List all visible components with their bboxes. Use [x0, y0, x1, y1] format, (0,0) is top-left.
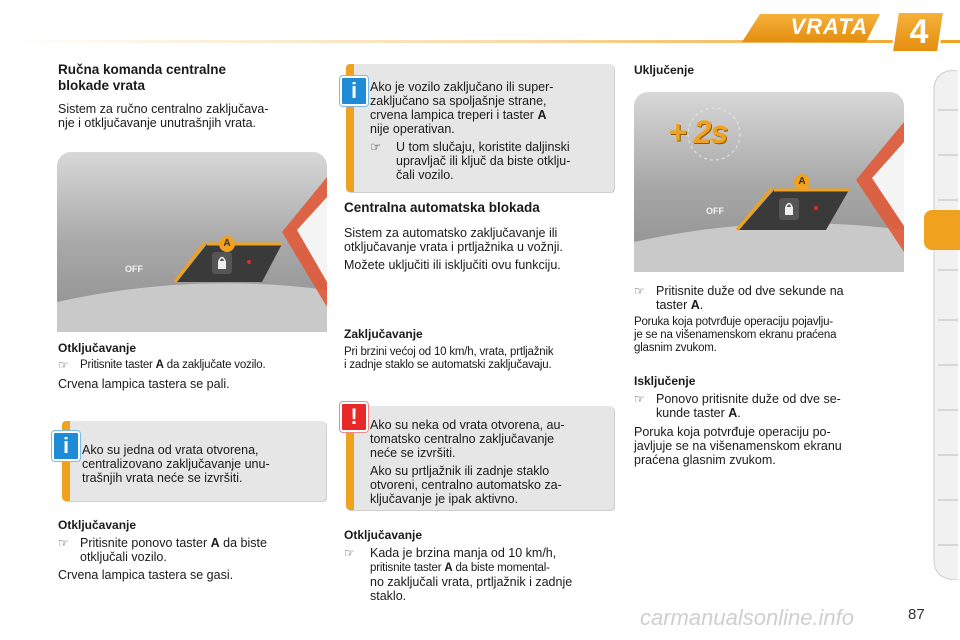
section-heading-manual: Ručna komanda centralne: [58, 62, 227, 77]
off-label: OFF: [706, 206, 724, 216]
pointer-hand-icon: ☞: [634, 392, 645, 406]
watermark: carmanualsonline.info: [640, 605, 855, 630]
subheading-enable: Uključenje: [634, 63, 695, 77]
off-label: OFF: [125, 264, 143, 274]
bullet-lock: ☞ Pritisnite taster A da zaključate vozilo.: [58, 358, 266, 372]
info-box-superlocked: Ako je vozilo zaključano ili super- zaključano sa spoljašnje strane, crvena lampica treperi i taster A nije operativan. ☞ U tom slučaju, koristite daljinski upravljač ili ključ da biste otklju- čali vozilo.: [346, 64, 614, 192]
chapter-tabs: [928, 70, 960, 580]
central-locking-panel-illustration: [57, 152, 327, 332]
subheading-auto-unlock: Otključavanje: [344, 528, 423, 542]
bullet-unlock: ☞ Pritisnite ponovo taster A da biste otključali vozilo.: [58, 536, 267, 564]
enable-note: Poruka koja potvrđuje operaciju pojavlju- je se na višenamenskom ekranu praćena glasnim zvukom.: [634, 316, 837, 354]
pointer-hand-icon: ☞: [344, 546, 355, 560]
bullet-disable: ☞ Ponovo pritisnite duže od dve se- kunde taster A.: [634, 392, 841, 420]
button-a-label: A: [219, 236, 235, 252]
pointer-hand-icon: ☞: [634, 284, 645, 298]
section-heading-automatic: Centralna automatska blokada: [344, 200, 540, 215]
auto-lock-text: Pri brzini većoj od 10 km/h, vrata, prtljažnik i zadnje staklo se automatski zaključavaju.: [344, 346, 554, 371]
subheading-lock: Otključavanje: [58, 341, 137, 355]
bullet-auto-unlock: ☞ Kada je brzina manja od 10 km/h, pritisnite taster A da biste momental- no zaključali vrata, prtljažnik i zadnje staklo.: [344, 546, 573, 603]
active-chapter-tab[interactable]: [924, 210, 960, 250]
chapter-number: 4: [909, 12, 929, 51]
unlock-note: Crvena lampica tastera se gasi.: [58, 568, 234, 582]
auto-intro-1: Sistem za automatsko zaključavanje ili: [344, 226, 558, 240]
pointer-hand-icon: ☞: [370, 140, 382, 154]
subheading-auto-lock: Zaključavanje: [344, 327, 423, 341]
disable-note: Poruka koja potvrđuje operaciju po- javljuje se na višenamenskom ekranu praćena glasnim zvukom.: [634, 425, 842, 467]
intro-text: Sistem za ručno centralno zaključava-: [58, 102, 269, 116]
lock-note: Crvena lampica tastera se pali.: [58, 377, 230, 391]
subheading-unlock: Otključavanje: [58, 518, 137, 532]
warning-icon: !: [340, 402, 368, 432]
auto-intro-2: otključavanje vrata i prtljažnika u vožnji.: [344, 240, 563, 254]
subheading-disable: Isključenje: [634, 374, 696, 388]
chapter-title: VRATA: [790, 14, 868, 39]
button-a-label: A: [794, 174, 810, 190]
info-icon: i: [52, 431, 80, 461]
page-number: 87: [908, 606, 925, 623]
info-icon: i: [340, 76, 368, 106]
bullet-enable: ☞ Pritisnite duže od dve sekunde na taster A.: [634, 284, 844, 312]
automatic-locking-panel-illustration: [634, 92, 904, 272]
pointer-hand-icon: ☞: [58, 536, 69, 550]
section-heading-manual-2: blokade vrata: [58, 78, 146, 93]
info-box-doors-open: Ako su jedna od vrata otvorena, centralizovano zaključavanje unu- trašnjih vrata neće se izvršiti.: [62, 421, 326, 501]
warning-box-doors-open: Ako su neka od vrata otvorena, au- tomatsko centralno zaključavanje neće se izvršiti. Ako su prtljažnik ili zadnje staklo otvoreni, centralno automatsko za- ključavanje je ipak aktivno.: [346, 406, 614, 510]
auto-intro-3: Možete uključiti ili isključiti ovu funkciju.: [344, 258, 561, 272]
intro-text-2: nje i otključavanje unutrašnjih vrata.: [58, 116, 257, 130]
hold-two-seconds-label: + 2s: [668, 114, 728, 150]
pointer-hand-icon: ☞: [58, 358, 69, 372]
